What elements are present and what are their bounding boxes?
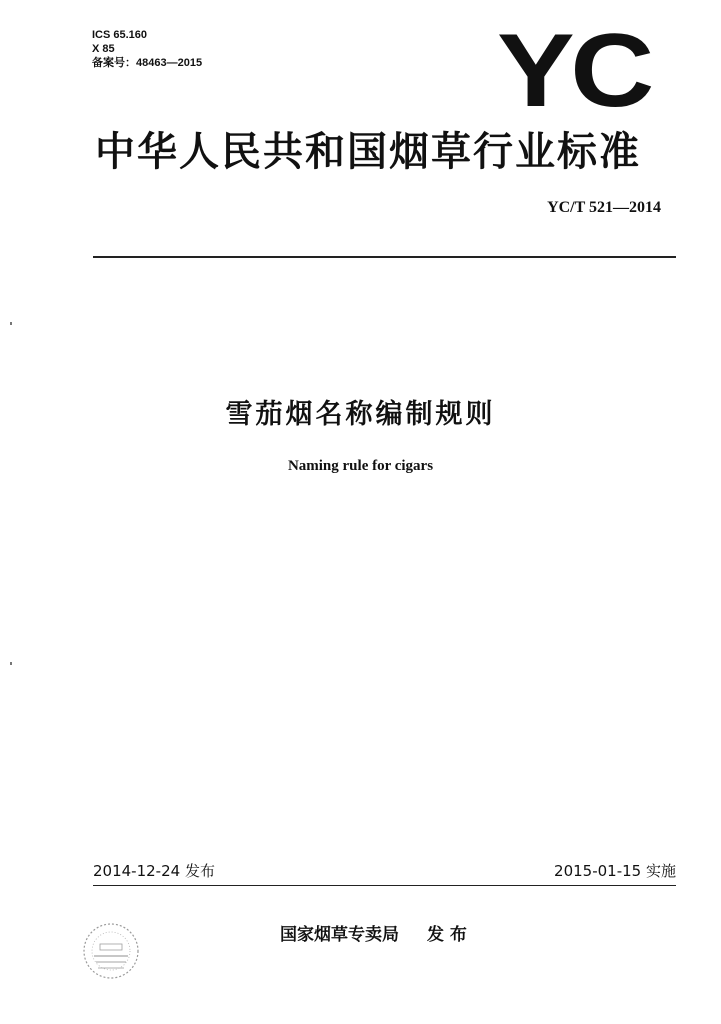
- scan-speck: [10, 662, 12, 665]
- ics-code: ICS 65.160: [92, 29, 148, 41]
- record-number: 备案号：48463—2015: [92, 57, 203, 69]
- top-divider: [93, 256, 676, 258]
- bottom-divider: [93, 885, 676, 886]
- document-title-chinese: 雪茄烟名称编制规则: [225, 399, 496, 430]
- document-title-english: Naming rule for cigars: [287, 458, 434, 474]
- issue-date: 2014-12-24 发布: [93, 862, 215, 880]
- standard-number: YC/T 521—2014: [547, 199, 661, 216]
- publisher-line: [280, 920, 467, 945]
- classification-code: X 85: [92, 43, 115, 55]
- header-title: 中华人民共和国烟草行业标准: [95, 129, 641, 175]
- publisher-action: 发 布: [427, 925, 467, 945]
- yc-logo: YC: [497, 13, 650, 129]
- scan-speck: [10, 322, 12, 325]
- library-stamp-icon: [80, 920, 142, 982]
- implementation-date: 2015-01-15 实施: [554, 862, 676, 880]
- publisher-name: 国家烟草专卖局: [280, 925, 399, 945]
